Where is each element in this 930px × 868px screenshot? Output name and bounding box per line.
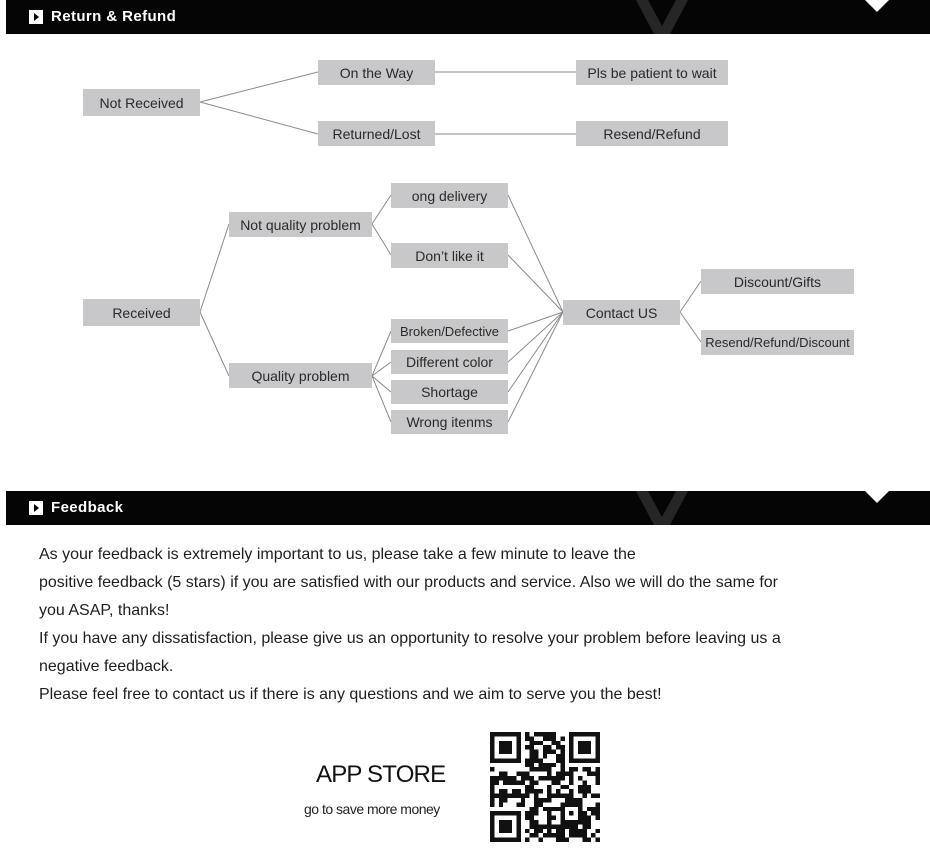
notch-icon bbox=[864, 491, 890, 503]
app-store-subtitle: go to save more money bbox=[304, 801, 440, 817]
feedback-line: As your feedback is extremely important to us, please take a few minute to leave the bbox=[39, 546, 636, 563]
feedback-line: Please feel free to contact us if there is any questions and we aim to serve you the best! bbox=[39, 686, 662, 703]
feedback-header bbox=[6, 491, 930, 525]
node-broken-defective: Broken/Defective bbox=[391, 319, 508, 343]
app-store-title: APP STORE bbox=[316, 761, 446, 788]
node-discount-gifts: Discount/Gifts bbox=[701, 269, 854, 294]
node-resend-refund-discount: Resend/Refund/Discount bbox=[701, 330, 854, 355]
node-received: Received bbox=[83, 299, 200, 326]
node-quality-problem: Quality problem bbox=[229, 363, 372, 388]
feedback-line: If you have any dissatisfaction, please give us an opportunity to resolve your problem before leaving us a bbox=[39, 630, 781, 647]
feedback-line: positive feedback (5 stars) if you are satisfied with our products and service. Also we will do the same for bbox=[39, 574, 779, 591]
feedback-line: negative feedback. bbox=[39, 658, 174, 675]
node-resend-refund: Resend/Refund bbox=[576, 121, 728, 146]
section-title: Feedback bbox=[51, 499, 124, 516]
feedback-line: you ASAP, thanks! bbox=[39, 602, 170, 619]
node-shortage: Shortage bbox=[391, 380, 508, 404]
node-dont-like-it: Don’t like it bbox=[391, 243, 508, 268]
node-contact-us: Contact US bbox=[563, 300, 680, 325]
node-different-color: Different color bbox=[391, 350, 508, 374]
node-returned-lost: Returned/Lost bbox=[318, 121, 435, 146]
section-title: Return & Refund bbox=[51, 8, 177, 25]
feedback-text bbox=[39, 541, 909, 709]
qr-code-icon[interactable] bbox=[490, 732, 600, 842]
node-not-quality-problem: Not quality problem bbox=[229, 212, 372, 237]
w-logo-icon bbox=[632, 491, 692, 525]
chevron-right-icon bbox=[29, 501, 43, 515]
node-not-received: Not Received bbox=[83, 89, 200, 116]
node-on-the-way: On the Way bbox=[318, 60, 435, 85]
node-long-delivery: ong delivery bbox=[391, 183, 508, 208]
node-be-patient: Pls be patient to wait bbox=[576, 60, 728, 85]
node-wrong-items: Wrong itenms bbox=[391, 410, 508, 434]
